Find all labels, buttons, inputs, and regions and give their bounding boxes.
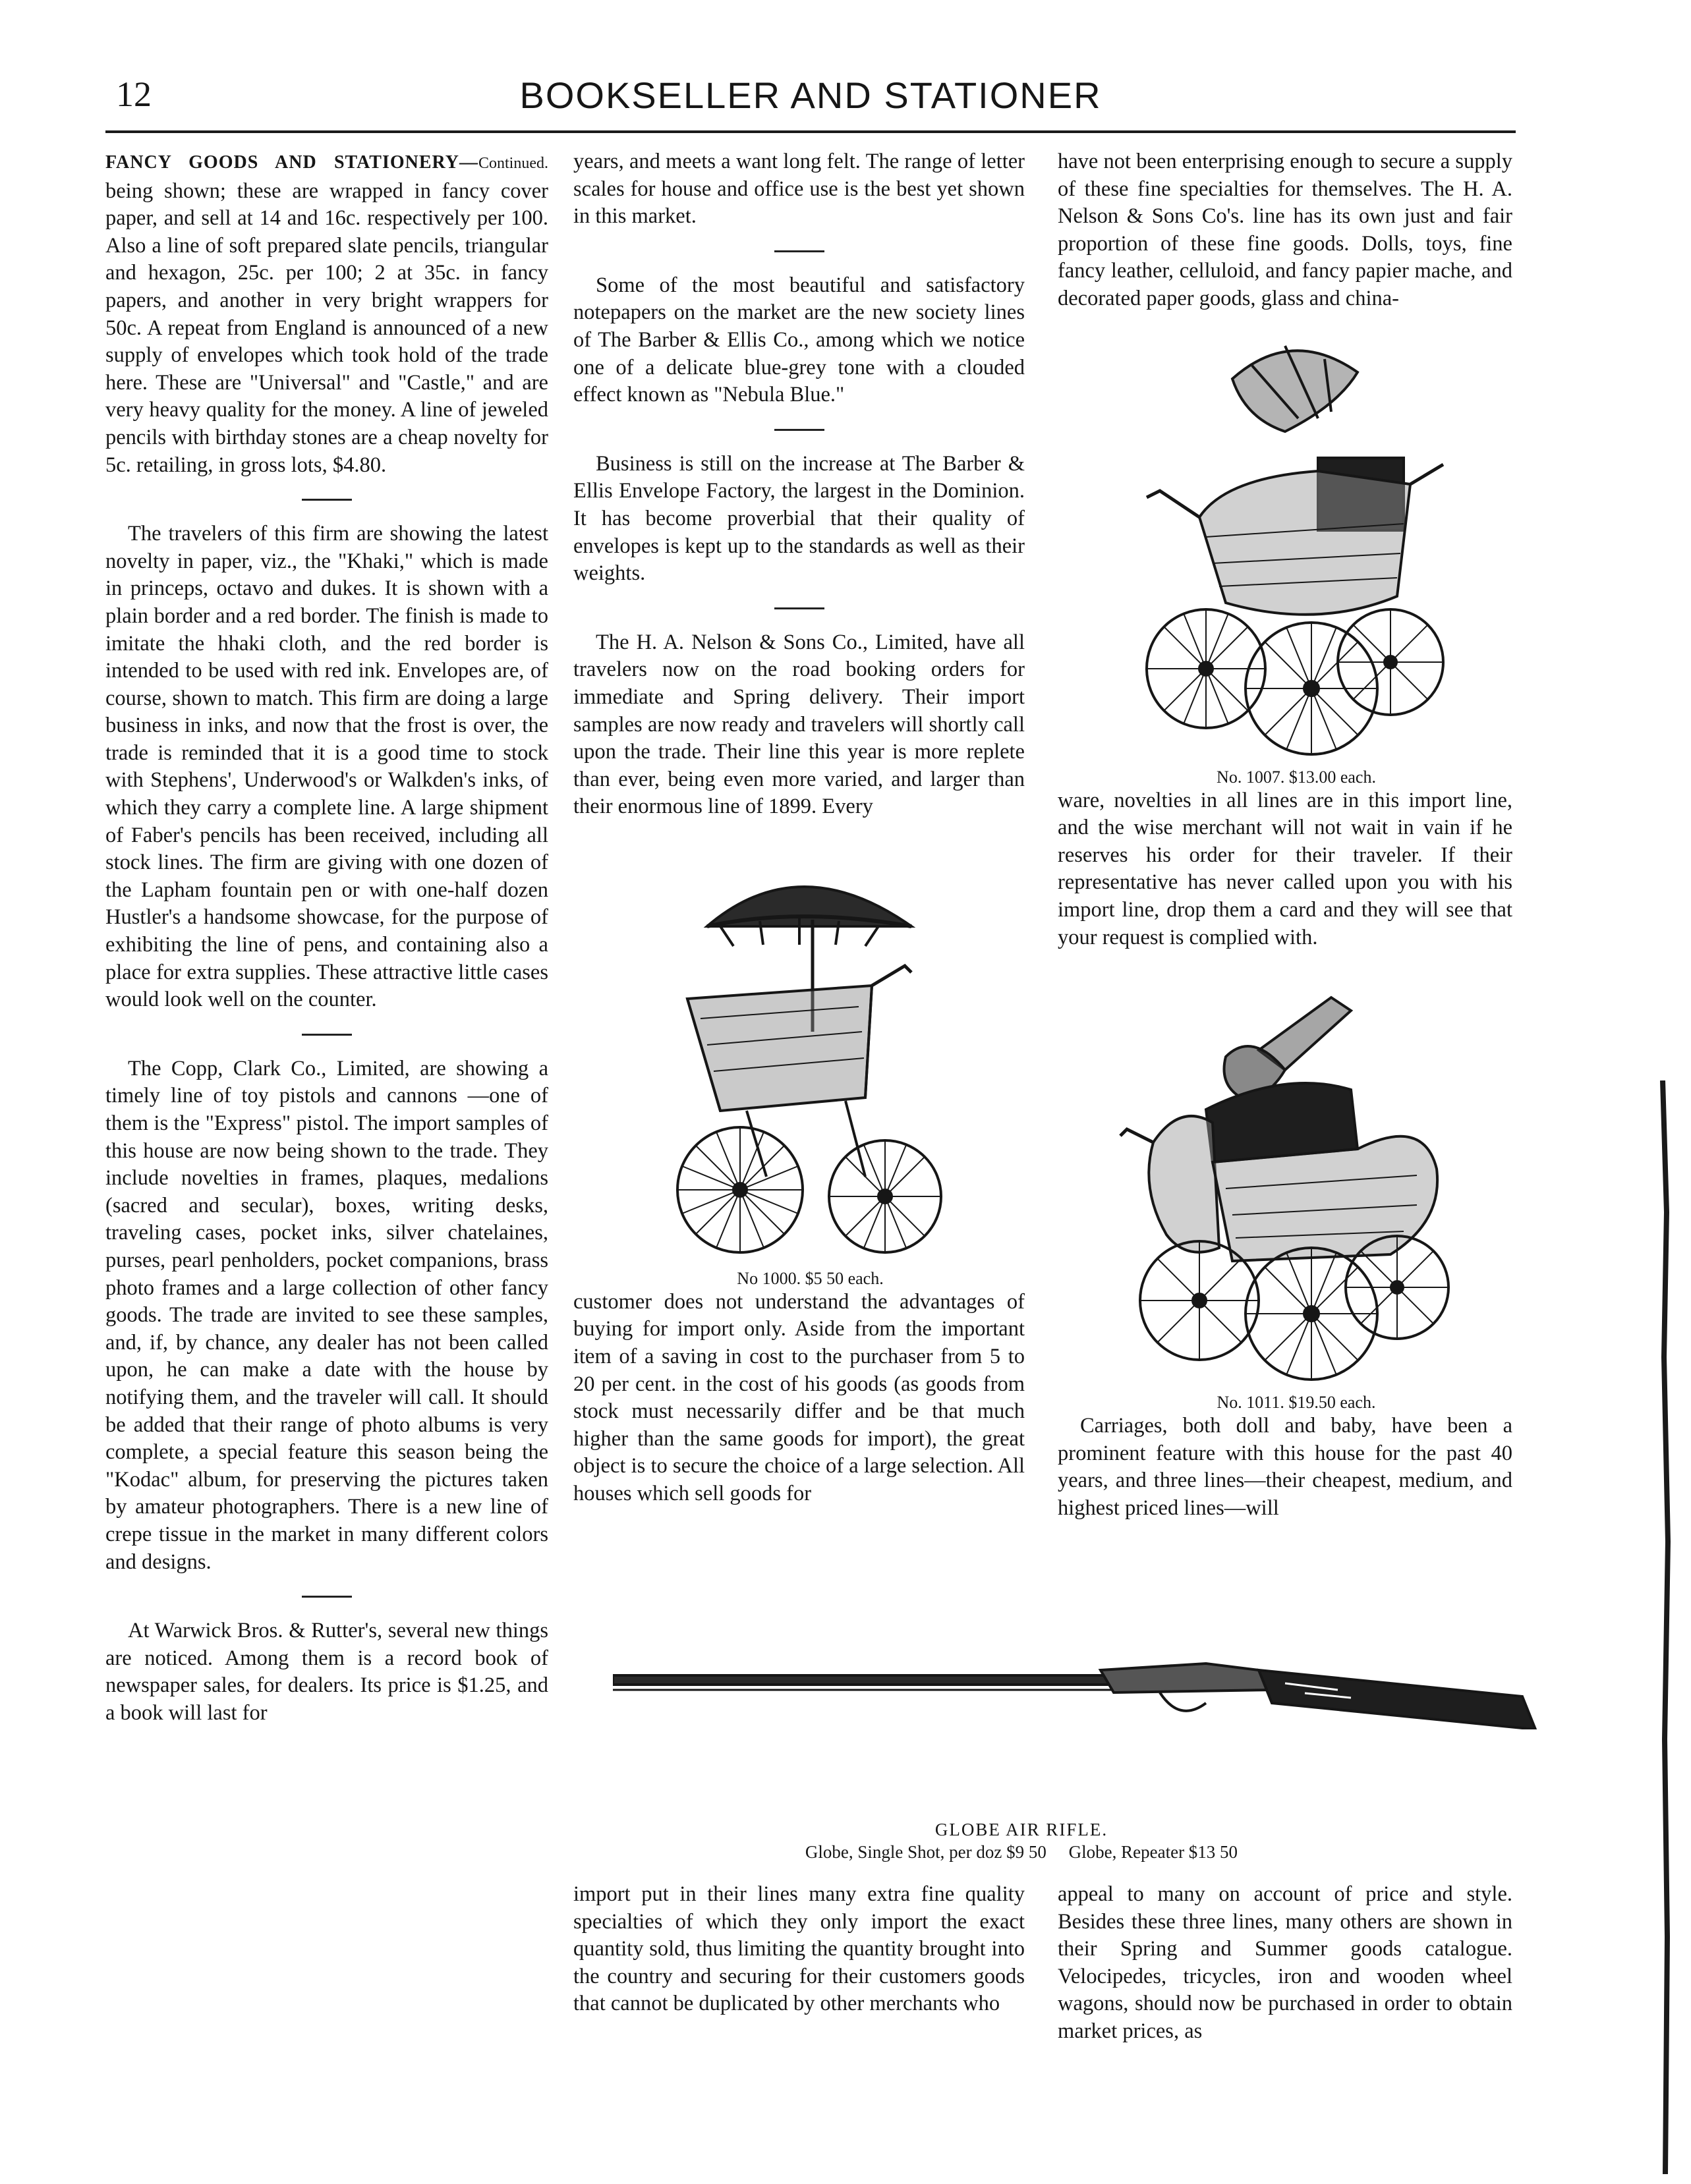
carriage-1011-illustration (1114, 971, 1456, 1393)
running-head-continued: Continued. (478, 155, 548, 172)
carriage-1011-caption: No. 1011. $19.50 each. (1217, 1393, 1376, 1413)
col1-paragraph-1 (105, 148, 548, 479)
page-number: 12 (116, 74, 152, 114)
separator (302, 1034, 352, 1036)
col3-paragraph-3: Carriages, both doll and baby, have been a prominent feature with this house for the past 40 years, and three lines—their cheapest, medium, and highest priced lines—will (1058, 1414, 1512, 1520)
separator (302, 1596, 352, 1598)
bottom-col2-paragraph: import put in their lines many extra fine quality specialties of which they only import the exact quantity sold, thus limiting the quantity brought into the country and securing for their customers goods that cannot be duplicated by other merchants who (573, 1882, 1025, 2016)
carriage-1007-caption: No. 1007. $13.00 each. (1217, 767, 1376, 787)
carriage-1000-caption: No 1000. $5 50 each. (737, 1268, 884, 1288)
globe-air-rifle-illustration (613, 1644, 1549, 1729)
running-head: FANCY GOODS AND STATIONERY— (105, 152, 478, 173)
bottom-column-2 (573, 1881, 1025, 2018)
col2-paragraph-1: years, and meets a want long felt. The range of letter scales for house and office use is the best yet shown in this market. (573, 150, 1025, 229)
col1-paragraph-2: The travelers of this firm are showing the latest novelty in paper, viz., the "Khaki," which is made in princeps, octavo and dukes. It is shown with a plain border and a red border. The finish is made to imitate the hhaki cloth, and the red border is intended to be used with red ink. Envelopes are, of course, shown to match. This firm are doing a large business in inks, and now that the frost is over, the trade is reminded that it is a good time to stock with Stephens', Underwood's or Walkden's inks, of which they carry a complete line. A large shipment of Faber's pencils has been received, including all stock lines. The firm are giving with one dozen of the Lapham fountain pen or with one-half dozen Hustler's a handsome showcase, for the purpose of exhibiting the line of pens, and containing also a place for extra supplies. These attractive little cases would look well on the counter. (105, 522, 548, 1012)
rifle-caption-prices: Globe, Single Shot, per doz $9 50 Globe, Repeater $13 50 (805, 1842, 1238, 1862)
carriage-1000-illustration (648, 834, 951, 1269)
carriage-1007-illustration (1120, 320, 1450, 768)
page-title: BOOKSELLER AND STATIONER (519, 74, 1102, 116)
rifle-caption-title: GLOBE AIR RIFLE. (934, 1820, 1108, 1839)
separator (302, 499, 352, 501)
bottom-column-3 (1058, 1881, 1512, 2046)
col3-paragraph-2: ware, novelties in all lines are in this import line, and the wise merchant will not wait in vain if he reserves his order for their traveler. If their representative has never called upon you with his import line, drop them a card and they will see that your request is complied with. (1058, 788, 1512, 949)
col2-paragraph-5: customer does not understand the advantages of buying for import only. Aside from the important item of a saving in cost to the purchaser from 5 to 20 per cent. in the cost of his goods (as goods from stock must necessarily differ and be that much higher than the same goods for import), the great object is to secure the choice of a large selection. All houses which sell goods for (573, 1289, 1025, 1506)
separator (774, 250, 824, 252)
col2-paragraph-2: Some of the most beautiful and satisfactory notepapers on the market are the new society lines of The Barber & Ellis Co., among which we notice one of a delicate blue-grey tone with a clouded effect known as "Nebula Blue." (573, 273, 1025, 407)
col2-paragraph-4: The H. A. Nelson & Sons Co., Limited, have all travelers now on the road booking orders for immediate and Spring delivery. Their import samples are now ready and travelers will shortly call upon the trade. Their line this year is more replete than ever, being even more varied, and larger than their enormous line of 1899. Every (573, 630, 1025, 819)
col1-paragraph-4: At Warwick Bros. & Rutter's, several new things are noticed. Among them is a record book of newspaper sales, for dealers. Its price is $1.25, and a book will last for (105, 1619, 548, 1725)
column-2 (573, 148, 1025, 1508)
column-1 (105, 148, 548, 1727)
header-rule (105, 130, 1516, 133)
bottom-col3-paragraph: appeal to many on account of price and style. Besides these three lines, many others are shown in their Spring and Summer goods catalogue. Velocipedes, tricycles, iron and wooden wheel wagons, should now be purchased in order to obtain market prices, as (1058, 1882, 1512, 2043)
col3-paragraph-1: have not been enterprising enough to secure a supply of these fine specialties for themselves. The H. A. Nelson & Sons Co's. line has its own just and fair proportion of these fine goods. Dolls, toys, fine fancy leather, celluloid, and fancy papier mache, and decorated paper goods, glass and china- (1058, 150, 1512, 310)
separator (774, 607, 824, 609)
page-header (105, 71, 1516, 124)
col1-paragraph-3: The Copp, Clark Co., Limited, are showing a timely line of toy pistols and cannons —one of them is the "Express" pistol. The import samples of this house are now being shown to the trade. They include novelties in frames, plaques, medalions (sacred and secular), boxes, writing desks, traveling cases, pocket inks, silver chatelaines, purses, pearl penholders, pocket companions, brass photo frames and a large collection of other fancy goods. The trade are invited to see these samples, and, if, by chance, any dealer has not been called upon, he can make a date with the house by notifying them, and the traveler will call. It should be added that their range of photo albums is very complete, a special feature this season being the "Kodac" album, for preserving the pictures taken by amateur photographers. There is a new line of crepe tissue in the market in many different colors and designs. (105, 1056, 548, 1574)
column-3 (1058, 148, 1512, 1523)
col2-paragraph-3: Business is still on the increase at The Barber & Ellis Envelope Factory, the largest in the Dominion. It has become proverbial that their quality of envelopes is kept up to the standards as well as their weights. (573, 451, 1025, 586)
separator (774, 429, 824, 431)
col1-paragraph-1-text: being shown; these are wrapped in fancy cover paper, and sell at 14 and 16c. respectively per 100. Also a line of soft prepared slate pencils, triangular and hexagon, 25c. per 100; 2 at 35c. in fancy papers, and another in very bright wrappers for 50c. A repeat from England is announced of a new supply of envelopes which took hold of the trade here. These are "Universal" and "Castle," and are very heavy quality for the money. A line of jeweled pencils with birthday stones are a cheap novelty for 5c. retailing, in gross lots, $4.80. (105, 179, 548, 477)
globe-air-rifle-caption (593, 1818, 1450, 1863)
page-edge-shadow (1657, 1080, 1672, 2174)
